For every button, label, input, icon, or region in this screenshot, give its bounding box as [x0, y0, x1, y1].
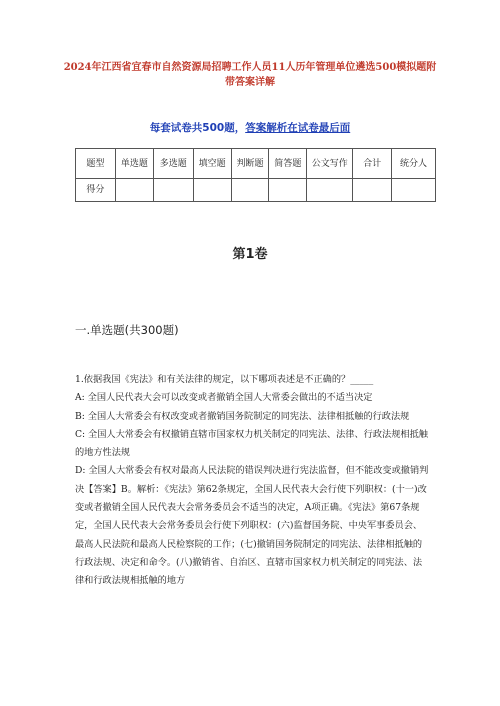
header-cell-type: 题型: [76, 149, 116, 179]
header-cell-multiple-choice: 多选题: [153, 149, 193, 179]
score-cell-single-choice[interactable]: [115, 179, 153, 202]
header-cell-short-answer: 简答题: [269, 149, 307, 179]
score-cell-true-false[interactable]: [231, 179, 269, 202]
header-cell-total: 合计: [353, 149, 392, 179]
option-a: A: 全国人民代表大会可以改变或者撤销全国人大常委会做出的不适当决定: [75, 392, 373, 404]
option-c: C: 全国人大常委会有权撤销直辖市国家权力机关制定的同宪法、法律、行政法规相抵触的地方性法规: [75, 428, 428, 459]
exam-notice: [0, 120, 500, 135]
header-cell-single-choice: 单选题: [115, 149, 153, 179]
score-table-header-row: [76, 149, 436, 179]
option-b: B: 全国人大常委会有权改变或者撤销国务院制定的同宪法、法律相抵触的行政法规: [75, 410, 410, 422]
header-cell-scorer: 统分人: [392, 149, 436, 179]
question-stem: 1.依据我国《宪法》和有关法律的规定，以下哪项表述是不正确的？_____: [75, 374, 374, 385]
question-block: [75, 371, 430, 591]
score-cell-fill-blank[interactable]: [193, 179, 231, 202]
score-cell-short-answer[interactable]: [269, 179, 307, 202]
option-d-with-answer: D: 全国人大常委会有权对最高人民法院的错误判决进行宪法监督，但不能改变或撤销判决【答案】B。解析：《宪法》第62条规定，全国人民代表大会行使下列职权：(十一)改变或者撤销全国人民代表大会常务委员会不适当的决定，A项正确。《宪法》第67条规定，全国人民代表大会常务委员会行使下列职权：(六)监督国务院、中央军事委员会、最高人民法院和最高人民检察院的工作；(七)撤销国务院制定的同宪法、法律相抵触的行政法规、决定和命令。(八)撤销省、自治区、直辖市国家权力机关制定的同宪法、法律和行政法规相抵触的地方: [75, 465, 429, 587]
score-cell-multiple-choice[interactable]: [153, 179, 193, 202]
score-table-score-row: [76, 179, 436, 202]
answer-location-link[interactable]: 答案解析在试卷最后面: [245, 122, 351, 134]
score-cell-scorer[interactable]: [392, 179, 436, 202]
document-title: 2024年江西省宜春市自然资源局招聘工作人员11人历年管理单位遴选500模拟题附带答案详解: [63, 62, 437, 88]
score-cell-document-writing[interactable]: [307, 179, 353, 202]
header-cell-true-false: 判断题: [231, 149, 269, 179]
score-cell-total[interactable]: [353, 179, 392, 202]
header-cell-document-writing: 公文写作: [307, 149, 353, 179]
notice-text: 每套试卷共500题，: [149, 122, 246, 134]
header-cell-fill-blank: 填空题: [193, 149, 231, 179]
score-row-label: 得分: [76, 179, 116, 202]
volume-title: 第1卷: [232, 247, 268, 262]
score-table: [75, 148, 436, 202]
section-title: 一.单选题(共300题): [75, 323, 179, 337]
